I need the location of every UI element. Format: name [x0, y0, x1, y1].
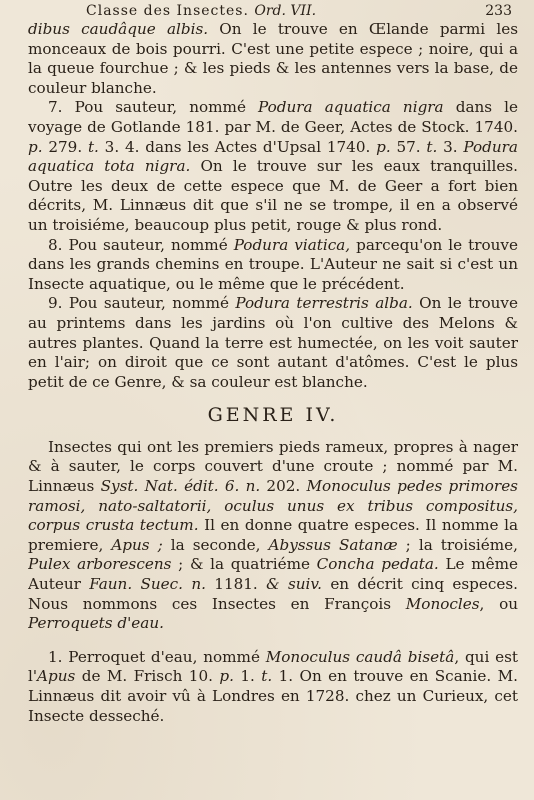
italic-latin: Monoculus caudâ bisetâ	[265, 647, 455, 666]
text-span: 202.	[260, 477, 307, 496]
text-span: , ou	[479, 594, 518, 613]
italic-latin: Podura aquatica tota nigra.	[28, 137, 518, 176]
text-span: 9. Pou sauteur, nommé	[48, 294, 236, 313]
text-span: 1.	[233, 667, 262, 686]
italic-latin: Podura aquatica nigra	[258, 98, 444, 117]
running-head-title	[86, 2, 316, 20]
text-span: , qui est l'	[28, 647, 518, 686]
continued-paragraph	[28, 20, 518, 98]
italic-latin: dibus caudâque albis.	[28, 20, 209, 38]
text-span: Il en donne quatre especes. Il nomme la premiere,	[28, 516, 518, 554]
text-span: 279.	[42, 137, 88, 156]
text-span: 3.	[437, 137, 464, 156]
running-head-order: Ord. VII.	[254, 3, 317, 19]
book-page	[28, 2, 518, 794]
italic-latin: Podura terrestris alba.	[235, 294, 413, 313]
text-span: ; & la quatriéme	[171, 555, 317, 574]
italic-ref: p.	[219, 667, 234, 686]
text-span: On le trouve sur les eaux tranquilles. Outre les deux de cette espece que M. de Geer a fort bien décrits, M. Linnæus dit que s'il ne se trompe, il en a observé un troisiéme, beaucoup plus petit, rouge & plus rond.	[28, 157, 518, 234]
section-heading: GENRE IV.	[207, 404, 339, 427]
text-span: parcequ'on le trouve dans les grands chemins en troupe. L'Auteur ne sait si c'est un Insecte aquatique, ou le même que le précédent.	[28, 235, 518, 293]
italic-latin: Concha pedata.	[316, 555, 439, 574]
text-span: 1. On en trouve en Scanie. M. Linnæus dit avoir vû à Londres en 1728. chez un Curieux, cet Insecte desseché.	[28, 667, 518, 725]
text-span: de M. Frisch 10.	[75, 667, 220, 686]
running-head-class: Classe des Insectes.	[86, 3, 249, 19]
italic-latin: Podura viatica,	[233, 235, 351, 254]
entry-1	[28, 648, 518, 726]
italic-ref: t.	[426, 137, 438, 156]
genre-description	[28, 438, 518, 634]
italic-term: Perroquets d'eau.	[28, 614, 164, 633]
italic-ref: p.	[376, 137, 391, 156]
paragraph-gap	[28, 634, 518, 648]
entry-9	[28, 294, 518, 392]
text-span: 57.	[390, 137, 427, 156]
text-span: la seconde,	[162, 535, 269, 554]
italic-ref: Syst. Nat. édit. 6. n.	[100, 477, 261, 496]
text-span: On le trouve au printems dans les jardins où l'on cultive des Melons & autres plantes. Quand la terre est humectée, on les voit sauter en l'air; on diroit que ce sont autant d'atômes. C'est le plus petit de ce Genre, & sa couleur est blanche.	[28, 294, 518, 391]
text-span: 8. Pou sauteur, nommé	[48, 235, 234, 254]
italic-latin: Abyssus Satanæ	[268, 535, 398, 554]
italic-ref: t.	[261, 667, 273, 686]
italic-ref: Faun. Suec. n.	[89, 575, 206, 594]
text-span: On le trouve en Œlande parmi les monceaux de bois pourri. C'est une petite espece ; noire, qui a la queue fourchue ; & les pieds & les antennes vers la base, de couleur blanche.	[28, 20, 518, 97]
italic-latin: Apus	[37, 667, 76, 686]
text-span: 1. Perroquet d'eau, nommé	[48, 647, 266, 666]
text-span: 1181.	[205, 575, 267, 594]
italic-ref: & suiv.	[266, 575, 322, 594]
text-span: 7. Pou sauteur, nommé	[48, 98, 259, 117]
text-span: Le même Auteur	[28, 555, 518, 594]
running-head	[28, 2, 518, 20]
italic-latin: Monoculus pedes primores ramosi, nato-saltatorii, oculus unus ex tribus compositus, corpus crusta tectum.	[28, 477, 518, 535]
italic-ref: p.	[28, 137, 43, 156]
entry-8	[28, 236, 518, 295]
text-span: en décrit cinq especes. Nous nommons ces Insectes en François	[28, 575, 518, 613]
italic-latin: Pulex arborescens	[28, 555, 172, 574]
text-span: dans le voyage de Gotlande 181. par M. de Geer, Actes de Stock. 1740.	[28, 98, 518, 136]
text-span: ; la troisiéme,	[397, 535, 518, 554]
page-body	[28, 20, 518, 726]
entry-7	[28, 98, 518, 235]
italic-latin: Apus ;	[111, 535, 163, 554]
page-number: 233	[485, 3, 512, 19]
text-span: Insectes qui ont les premiers pieds rameux, propres à nager & à sauter, le corps couvert d'une croute ; nommé par M. Linnæus	[28, 437, 518, 496]
italic-term: Monocles	[405, 594, 480, 613]
italic-ref: t.	[87, 137, 99, 156]
text-span: 3. 4. dans les Actes d'Upsal 1740.	[98, 137, 377, 156]
